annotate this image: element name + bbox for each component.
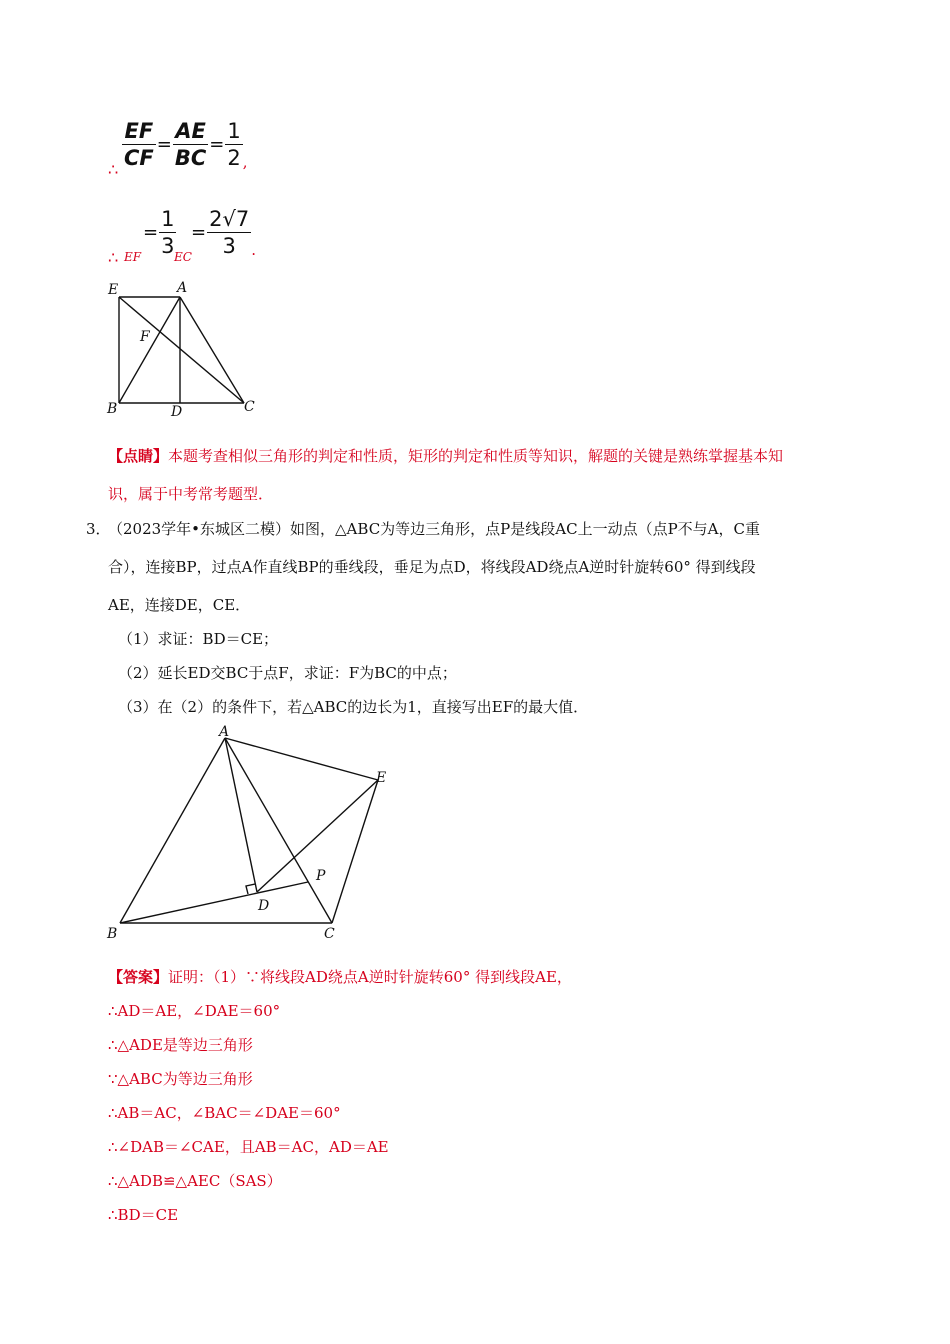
formula-ratio: ∴ $\frac{EF}{CF}$ = $\frac{AE}{BC}$ = $\frac{1}{2}$ , xyxy=(108,119,248,179)
comment-tag: 【点睛】 xyxy=(108,447,169,465)
vertex-label-e: E xyxy=(376,770,387,786)
fraction-one-third: $\frac{1}{3}$ xyxy=(161,207,175,258)
point-label-d: D xyxy=(258,898,270,914)
label-ef: EF xyxy=(124,250,142,264)
vertex-label-c: C xyxy=(244,399,255,415)
point-label-p: P xyxy=(316,868,326,884)
fraction-one-half: $\frac{1}{2}$ xyxy=(227,119,241,170)
fraction-ef-cf: $\frac{EF}{CF}$ xyxy=(124,119,154,170)
answer-step-2: ∴△ADE是等边三角形 xyxy=(108,1036,253,1054)
problem-line-2: 合），连接BP，过点A作直线BP的垂线段，垂足为点D，将线段AD绕点A逆时针旋转60° 得到线段 xyxy=(108,558,756,576)
answer-tag: 【答案】 xyxy=(108,968,169,986)
therefore-symbol: ∴ xyxy=(108,160,119,179)
label-ec: EC xyxy=(174,250,192,264)
figure-rectangle-triangle xyxy=(100,278,270,423)
answer-step-5: ∴∠DAB＝∠CAE，且AB＝AC，AD＝AE xyxy=(108,1138,389,1156)
vertex-label-a: A xyxy=(177,280,188,296)
vertex-label-b: B xyxy=(107,926,118,942)
answer-step-6: ∴△ADB≌△AEC（SAS） xyxy=(108,1172,282,1190)
vertex-label-e: E xyxy=(108,282,119,298)
question-1: （1）求证：BD＝CE； xyxy=(118,630,279,648)
answer-step-1: ∴AD＝AE，∠DAE＝60° xyxy=(108,1002,281,1020)
comment-line-2: 识，属于中考常考题型． xyxy=(108,485,274,503)
fraction-ae-bc: $\frac{AE}{BC}$ xyxy=(174,119,207,170)
vertex-label-c: C xyxy=(324,926,335,942)
problem-line-1: （2023学年•东城区二模）如图，△ABC为等边三角形，点P是线段AC上一动点（点P不与A，C重 xyxy=(108,520,760,538)
formula-ef-length: ∴ EF = $\frac{1}{3}$ EC = $\frac{2√7}{3}$ . xyxy=(108,207,256,267)
question-3: （3）在（2）的条件下，若△ABC的边长为1，直接写出EF的最大值． xyxy=(118,698,589,716)
answer-step-3: ∵△ABC为等边三角形 xyxy=(108,1070,253,1088)
figure-equilateral-rotation xyxy=(100,720,400,950)
question-2: （2）延长ED交BC于点F，求证：F为BC的中点； xyxy=(118,664,457,682)
problem-number: 3． xyxy=(86,520,111,538)
comment-line-1: 【点睛】本题考查相似三角形的判定和性质，矩形的判定和性质等知识，解题的关键是熟练掌握基本知 xyxy=(108,447,784,465)
point-label-d: D xyxy=(171,404,183,420)
vertex-label-b: B xyxy=(107,401,118,417)
therefore-symbol: ∴ xyxy=(108,248,119,267)
answer-step-7: ∴BD＝CE xyxy=(108,1206,179,1224)
point-label-f: F xyxy=(140,329,150,345)
vertex-label-a: A xyxy=(219,724,230,740)
answer-first-line: 【答案】证明：（1）∵将线段AD绕点A逆时针旋转60° 得到线段AE， xyxy=(108,968,572,986)
fraction-two-root7-third: $\frac{2√7}{3}$ xyxy=(209,207,250,258)
problem-line-3: AE，连接DE，CE． xyxy=(108,596,251,614)
answer-step-4: ∴AB＝AC，∠BAC＝∠DAE＝60° xyxy=(108,1104,341,1122)
